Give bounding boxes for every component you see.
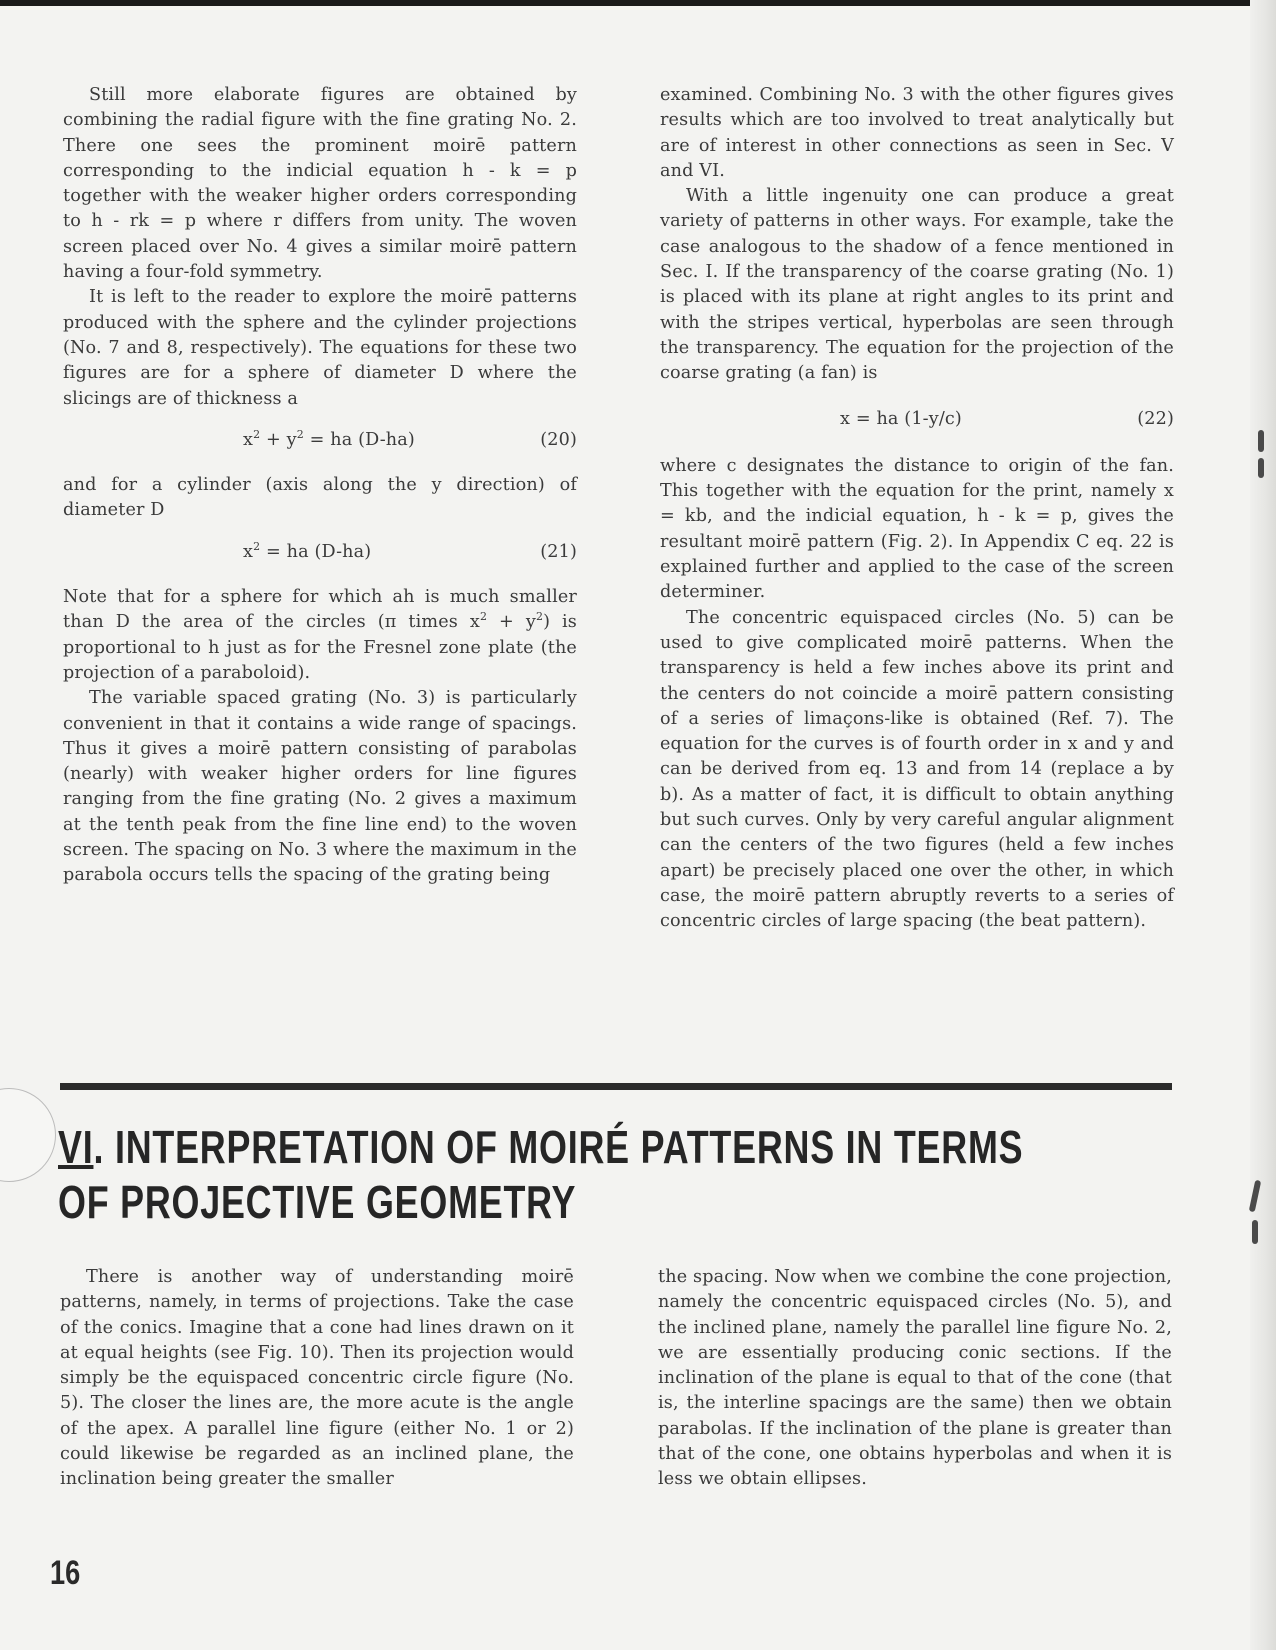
staple-mark xyxy=(1249,1180,1262,1213)
scan-top-edge xyxy=(0,0,1276,6)
binding-spine xyxy=(1250,0,1276,1650)
paragraph: With a little ingenuity one can produce a great variety of patterns in other ways. For example, take the case analogous to the shadow of a fence mentioned in Sec. I. If the transparency of the coarse grating (No. 1) is placed with its plane at right angles to its print and with the stripes vertical, hyperbolas are seen through the transparency. The equation for the projection of the coarse grating (a fan) is xyxy=(660,186,1174,384)
equation-20 xyxy=(63,428,577,453)
top-left-column xyxy=(63,83,577,889)
section-title-line2: OF PROJECTIVE GEOMETRY xyxy=(58,1176,577,1228)
paragraph: Note that for a sphere for which ah is much smaller than D the area of the circles (π times $x^2 + y^2$) is proportional to h just as for the Fresnel zone plate (the projection of a paraboloid). xyxy=(63,587,577,683)
equation-expression: x = ha (1-y/c) xyxy=(840,408,962,429)
paragraph: the spacing. Now when we combine the cone projection, namely the concentric equispaced circles (No. 5), and the inclined plane, namely the parallel line figure No. 2, we are essentially producing conic sections. If the inclination of the plane is equal to that of the cone (that is, the interline spacings are the same) then we obtain parabolas. If the inclination of the plane is greater than that of the cone, one obtains hyperbolas and when it is less we obtain ellipses. xyxy=(658,1267,1172,1490)
staple-mark xyxy=(1258,430,1264,452)
paragraph: The variable spaced grating (No. 3) is particularly convenient in that it contains a wide range of spacings. Thus it gives a moirē pattern consisting of parabolas (nearly) with weaker higher orders for line figures ranging from the fine grating (No. 2 gives a maximum at the tenth peak from the fine line end) to the woven screen. The spacing on No. 3 where the maximum in the parabola occurs tells the spacing of the grating being xyxy=(63,688,577,886)
paragraph: and for a cylinder (axis along the y direction) of diameter D xyxy=(63,475,577,521)
staple-mark xyxy=(1252,1220,1258,1244)
section-numeral: VI xyxy=(58,1121,94,1173)
equation-expression: $x^2$ = ha (D-ha) xyxy=(243,539,372,562)
equation-number: (22) xyxy=(1137,408,1174,429)
top-right-column xyxy=(660,83,1174,935)
bottom-right-column xyxy=(658,1265,1172,1493)
paragraph: The concentric equispaced circles (No. 5) can be used to give complicated moirē patterns. When the transparency is held a few inches above its print and the centers do not coincide a moirē pattern consisting of a series of limaçons-like is obtained (Ref. 7). The equation for the curves is of fourth order in x and y and can be derived from eq. 13 and from 14 (replace a by b). As a matter of fact, it is difficult to obtain anything but such curves. Only by very careful angular alignment can the centers of the two figures (held a few inches apart) be precisely placed one over the other, in which case, the moirē pattern abruptly reverts to a series of concentric circles of large spacing (the beat pattern). xyxy=(660,607,1174,932)
page-number: 16 xyxy=(50,1554,81,1592)
equation-22 xyxy=(660,407,1174,432)
section-heading xyxy=(58,1120,1024,1230)
equation-number: (20) xyxy=(540,429,577,450)
equation-number: (21) xyxy=(540,541,577,562)
section-divider xyxy=(60,1083,1172,1090)
equation-21 xyxy=(63,540,577,565)
paragraph: There is another way of understanding moirē patterns, namely, in terms of projections. Take the case of the conics. Imagine that a cone had lines drawn on it at equal heights (see Fig. 10). Then its projection would simply be the equispaced concentric circle figure (No. 5). The closer the lines are, the more acute is the angle of the apex. A parallel line figure (either No. 1 or 2) could likewise be regarded as an inclined plane, the inclination being greater the smaller xyxy=(60,1267,574,1490)
paragraph: where c designates the distance to origin of the fan. This together with the equation for the print, namely x = kb, and the indicial equation, h - k = p, gives the resultant moirē pattern (Fig. 2). In Appendix C eq. 22 is explained further and applied to the case of the screen determiner. xyxy=(660,455,1174,603)
paragraph: Still more elaborate figures are obtained by combining the radial figure with the fine grating No. 2. There one sees the prominent moirē pattern corresponding to the indicial equation h - k = p together with the weaker higher orders corresponding to h - rk = p where r differs from unity. The woven screen placed over No. 4 gives a similar moirē pattern having a four-fold symmetry. xyxy=(63,85,577,283)
punch-hole xyxy=(0,1088,56,1182)
equation-expression: $x^2 + y^2$ = ha (D-ha) xyxy=(243,427,415,450)
section-title-line1: . INTERPRETATION OF MOIRÉ PATTERNS IN TERMS xyxy=(93,1121,1024,1173)
staple-mark xyxy=(1258,458,1264,478)
paragraph: examined. Combining No. 3 with the other figures gives results which are too involved to treat analytically but are of interest in other connections as seen in Sec. V and VI. xyxy=(660,85,1174,181)
bottom-left-column xyxy=(60,1265,574,1493)
paragraph: It is left to the reader to explore the moirē patterns produced with the sphere and the cylinder projections (No. 7 and 8, respectively). The equations for these two figures are for a sphere of diameter D where the slicings are of thickness a xyxy=(63,287,577,409)
